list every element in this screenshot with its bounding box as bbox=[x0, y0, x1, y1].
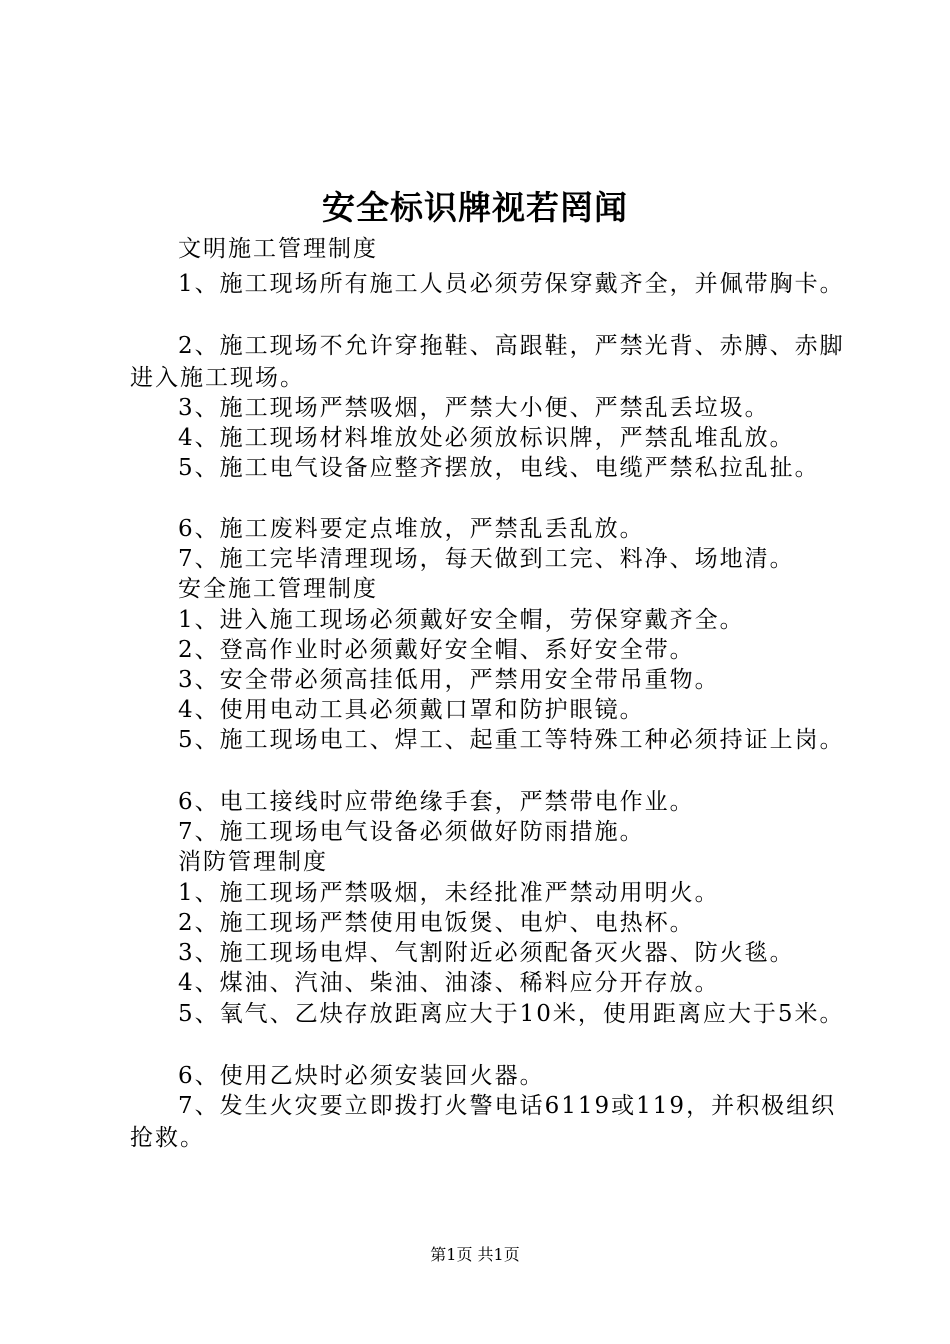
list-item: 1、进入施工现场必须戴好安全帽，劳保穿戴齐全。 bbox=[178, 607, 745, 633]
list-item: 2、施工现场不允许穿拖鞋、高跟鞋，严禁光背、赤膊、赤脚进入施工现场。 bbox=[130, 333, 845, 391]
section-heading: 文明施工管理制度 bbox=[178, 236, 378, 262]
section-heading: 消防管理制度 bbox=[178, 849, 328, 875]
list-item: 4、煤油、汽油、柴油、油漆、稀料应分开存放。 bbox=[178, 970, 720, 996]
list-item: 6、电工接线时应带绝缘手套，严禁带电作业。 bbox=[178, 789, 695, 815]
list-item: 3、安全带必须高挂低用，严禁用安全带吊重物。 bbox=[178, 667, 720, 693]
document-title: 安全标识牌视若罔闻 bbox=[322, 188, 628, 227]
section-heading: 安全施工管理制度 bbox=[178, 576, 378, 602]
list-item: 2、施工现场严禁使用电饭煲、电炉、电热杯。 bbox=[178, 910, 695, 936]
list-item: 4、使用电动工具必须戴口罩和防护眼镜。 bbox=[178, 697, 645, 723]
page-footer: 第1页 共1页 bbox=[430, 1245, 520, 1264]
list-item: 4、施工现场材料堆放处必须放标识牌，严禁乱堆乱放。 bbox=[178, 425, 795, 451]
list-item: 7、施工完毕清理现场，每天做到工完、料净、场地清。 bbox=[178, 546, 795, 572]
list-item: 5、氧气、乙炔存放距离应大于10米，使用距离应大于5米。 bbox=[178, 1001, 845, 1027]
list-item: 6、使用乙炔时必须安装回火器。 bbox=[178, 1063, 545, 1089]
list-item: 1、施工现场所有施工人员必须劳保穿戴齐全，并佩带胸卡。 bbox=[178, 271, 845, 297]
list-item: 5、施工电气设备应整齐摆放，电线、电缆严禁私拉乱扯。 bbox=[178, 455, 820, 481]
list-item: 1、施工现场严禁吸烟，未经批准严禁动用明火。 bbox=[178, 880, 720, 906]
list-item: 6、施工废料要定点堆放，严禁乱丢乱放。 bbox=[178, 516, 645, 542]
list-item: 5、施工现场电工、焊工、起重工等特殊工种必须持证上岗。 bbox=[178, 727, 845, 753]
list-item: 7、发生火灾要立即拨打火警电话6119或119，并积极组织抢救。 bbox=[130, 1093, 837, 1151]
list-item: 7、施工现场电气设备必须做好防雨措施。 bbox=[178, 819, 645, 845]
list-item: 3、施工现场严禁吸烟，严禁大小便、严禁乱丢垃圾。 bbox=[178, 395, 770, 421]
list-item: 2、登高作业时必须戴好安全帽、系好安全带。 bbox=[178, 637, 695, 663]
list-item: 3、施工现场电焊、气割附近必须配备灭火器、防火毯。 bbox=[178, 940, 795, 966]
